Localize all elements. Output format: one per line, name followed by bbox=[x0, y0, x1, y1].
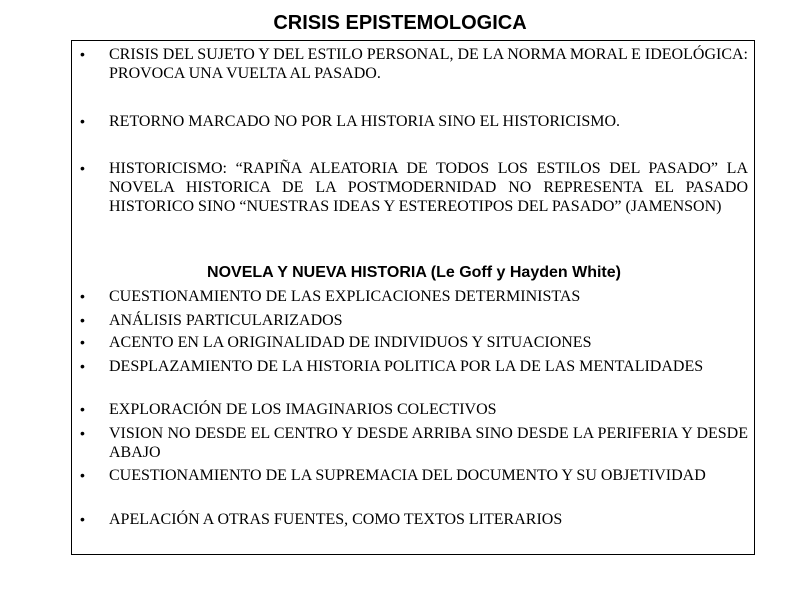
list-item-text: DESPLAZAMIENTO DE LA HISTORIA POLITICA POR LA DE LAS MENTALIDADES bbox=[109, 358, 704, 375]
list-item bbox=[80, 112, 748, 131]
bullet: • bbox=[80, 312, 85, 328]
list-item bbox=[80, 45, 748, 83]
list-item-text: RETORNO MARCADO NO POR LA HISTORIA SINO EL HISTORICISMO. bbox=[109, 113, 621, 130]
bullet: • bbox=[80, 425, 85, 441]
list-item bbox=[80, 311, 748, 330]
list-item-text: EXPLORACIÓN DE LOS IMAGINARIOS COLECTIVOS bbox=[109, 401, 497, 418]
list-item-text: ANÁLISIS PARTICULARIZADOS bbox=[109, 312, 343, 329]
slide-title: CRISIS EPISTEMOLOGICA bbox=[273, 12, 527, 34]
list-item-text: CUESTIONAMIENTO DE LA SUPREMACIA DEL DOCUMENTO Y SU OBJETIVIDAD bbox=[109, 467, 706, 484]
list-item bbox=[80, 287, 748, 306]
bullet: • bbox=[80, 160, 85, 176]
section-subheading: NOVELA Y NUEVA HISTORIA (Le Goff y Hayden White) bbox=[207, 264, 621, 281]
bullet: • bbox=[80, 467, 85, 483]
bullet: • bbox=[80, 511, 85, 527]
bullet: • bbox=[80, 358, 85, 374]
bullet: • bbox=[80, 334, 85, 350]
list-item bbox=[80, 400, 748, 419]
bullet: • bbox=[80, 288, 85, 304]
list-item-text: CUESTIONAMIENTO DE LAS EXPLICACIONES DETERMINISTAS bbox=[109, 288, 581, 305]
list-item bbox=[80, 333, 748, 352]
list-item bbox=[80, 466, 748, 485]
bullet: • bbox=[80, 113, 85, 129]
bullet: • bbox=[80, 46, 85, 62]
list-item-text: VISION NO DESDE EL CENTRO Y DESDE ARRIBA SINO DESDE LA PERIFERIA Y DESDE ABAJO bbox=[109, 425, 748, 461]
list-item bbox=[80, 357, 748, 376]
list-item bbox=[80, 424, 748, 462]
list-item-text: ACENTO EN LA ORIGINALIDAD DE INDIVIDUOS Y SITUACIONES bbox=[109, 334, 592, 351]
list-item-text: APELACIÓN A OTRAS FUENTES, COMO TEXTOS LITERARIOS bbox=[109, 511, 563, 528]
content-box bbox=[71, 40, 755, 555]
bullet: • bbox=[80, 401, 85, 417]
list-item bbox=[80, 159, 748, 216]
list-item bbox=[80, 510, 748, 529]
list-item-text: CRISIS DEL SUJETO Y DEL ESTILO PERSONAL, DE LA NORMA MORAL E IDEOLÓGICA: PROVOCA UNA VUELTA AL PASADO. bbox=[109, 46, 748, 82]
list-item-text: HISTORICISMO: “RAPIÑA ALEATORIA DE TODOS LOS ESTILOS DEL PASADO” LA NOVELA HISTORICA DE LA POSTMODERNIDAD NO REPRESENTA EL PASADO HISTORICO SINO “NUESTRAS IDEAS Y ESTEREOTIPOS DEL PASADO” (JAMENSON) bbox=[109, 160, 748, 215]
